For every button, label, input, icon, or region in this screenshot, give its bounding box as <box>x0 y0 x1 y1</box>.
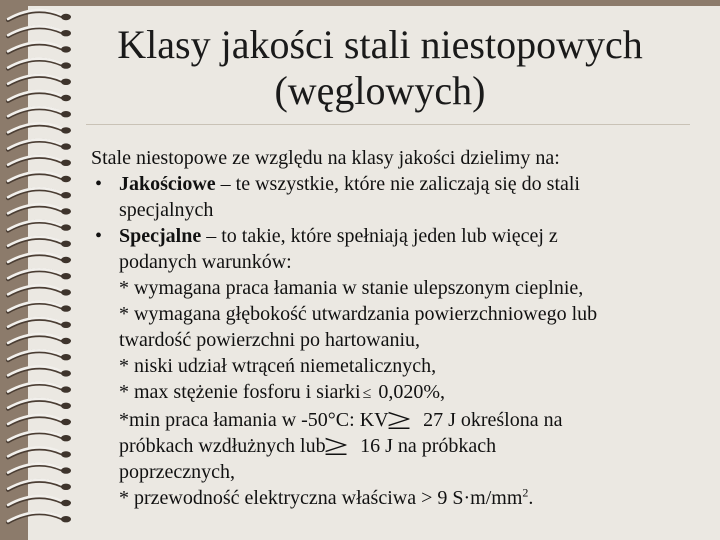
condition-line: podanych warunków: <box>119 251 292 273</box>
title-line-1: Klasy jakości stali niestopowych <box>117 22 643 67</box>
greater-equal-symbol: ≥ <box>323 429 349 462</box>
bullet-term: Specjalne <box>119 225 202 247</box>
bullet-specjalne <box>91 223 701 511</box>
condition-line: twardość powierzchni po hartowaniu, <box>119 329 421 351</box>
less-equal-symbol: ≤ <box>362 385 372 402</box>
greater-equal-symbol: ≥ <box>386 403 412 436</box>
superscript: 2 <box>522 485 529 500</box>
bullet-text: – te wszystkie, które nie zaliczają się do stali <box>215 173 580 195</box>
spiral-binding <box>0 0 80 540</box>
condition-line: * niski udział wtrąceń niemetalicznych, <box>119 355 437 377</box>
condition-phosphorus: * max stężenie fosforu i siarki ≤ 0,020%, <box>119 381 446 403</box>
bullet-text-cont: specjalnych <box>119 199 214 221</box>
condition-line: * wymagana głębokość utwardzania powierzchniowego lub <box>119 303 598 325</box>
condition-conductivity: * przewodność elektryczna właściwa > 9 $S\cdot m/mm^2$. <box>119 485 534 509</box>
condition-impact-cont: próbkach wzdłużnych lub≥ 16 J na próbkach <box>119 429 497 462</box>
bullet-term: Jakościowe <box>119 173 216 195</box>
condition-line: * wymagana praca łamania w stanie ulepszonym cieplnie, <box>119 277 584 299</box>
title-divider <box>86 124 690 125</box>
title-line-2: (węglowych) <box>274 68 486 113</box>
condition-impact: *min praca łamania w -50°C: KV≥ 27 J określona na <box>119 403 563 436</box>
bullet-dot: • <box>95 173 103 195</box>
bullet-jakosciowe <box>91 171 701 223</box>
slide-body <box>91 145 701 511</box>
bullet-dot: • <box>95 225 103 247</box>
condition-impact-end: poprzecznych, <box>119 461 236 483</box>
intro-text: Stale niestopowe ze względu na klasy jakości dzielimy na: <box>91 147 560 169</box>
slide-title <box>80 22 680 114</box>
bullet-text: – to takie, które spełniają jeden lub więcej z <box>201 225 558 247</box>
